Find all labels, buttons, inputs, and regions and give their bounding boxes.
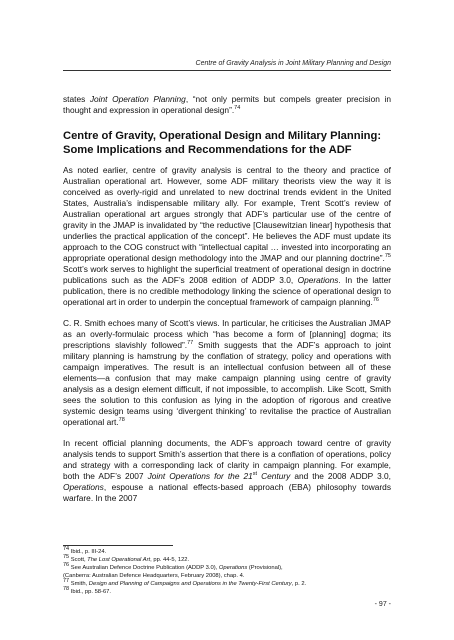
p3-title-2: Century [257, 471, 291, 481]
header-rule [63, 70, 391, 71]
body-text [63, 94, 391, 514]
footnote-text: Scott, [69, 557, 88, 563]
intro-text-2: , “not only permits but compels greater precision in thought and expression in operational design”. [63, 94, 391, 115]
p1-text-1: As noted earlier, centre of gravity analysis is central to the theory and practice of Australian operational art. However, some ADF military theorists view the way it is conceived as overly-rigid and unrelated to new doctrinal trends evident in the United States, Australia’s indispensable military ally. For example, Trent Scott’s review of Australian operational art argues strongly that ADF’s particular use of the centre of gravity in the JMAP is invalidated by “the reductive [Clausewitzian linear] hypothesis that underlies the practical application of the concept”. He believes the ADF must update its approach to the COG construct with “intellectual capital … invested into incorporating an appropriate operational design methodology into the JMAP and our planning doctrine”. [63, 165, 391, 263]
p3-title-3: Operations [63, 482, 104, 492]
p3-text-1: In recent official planning documents, the ADF’s approach toward centre of gravity analysis tends to support Smith’s assertion that there is a conflation of operations, policy and strategy with a corresponding lack of clarity in campaign planning. For example, both the ADF’s 2007 [63, 438, 391, 481]
footnote-text: See Australian Defence Doctrine Publication (ADDP 3.0), [69, 565, 219, 571]
footnote-continuation [63, 572, 393, 580]
footnote-number: 75 [63, 554, 70, 561]
footnote-text: , p. 2. [291, 581, 307, 587]
footnote-title: Design and Planning of Campaigns and Operations in the Twenty-First Century [88, 581, 292, 587]
paragraph-1 [63, 165, 391, 308]
footnote [63, 556, 393, 564]
intro-text: states [63, 94, 90, 104]
footnote [63, 580, 393, 588]
footnote-ref-75[interactable]: 75 [384, 253, 391, 260]
footnote-text: (Canberra: Australian Defence Headquarters, February 2008), chap. 4. [63, 573, 245, 579]
intro-title: Joint Operation Planning [89, 94, 186, 104]
p3-text-2: and the 2008 ADDP 3.0, [290, 471, 391, 481]
p3-title-sup: st [252, 471, 258, 478]
footnote-title: Operations [218, 565, 248, 571]
footnote-title: The Lost Operational Art [87, 557, 151, 563]
footnote-ref-77[interactable]: 77 [187, 340, 194, 347]
p1-text-3: . In the latter publication, there is no credible methodology linking the science of operational design to operational art in order to underpin the conceptual framework of campaign planning. [63, 275, 391, 307]
running-header: Centre of Gravity Analysis in Joint Military Planning and Design [195, 60, 391, 67]
p3-title: Joint Operations for the 21 [147, 471, 253, 481]
p3-text-3: , espouse a national effects-based approach (EBA) philosophy towards warfare. In the 2007 [63, 482, 391, 503]
footnote [63, 588, 393, 596]
footnote [63, 548, 393, 556]
footnote-text: (Provisional), [247, 565, 283, 571]
footnote-ref-78[interactable]: 78 [118, 417, 125, 424]
p1-text-2: Scott’s work serves to highlight the superficial treatment of operational design in doctrine publications such as the ADF’s 2008 edition of ADDP 3.0, [63, 264, 391, 285]
paragraph-3 [63, 438, 391, 504]
intro-paragraph [63, 94, 391, 116]
p1-title: Operations [297, 275, 339, 285]
footnote-text: , pp. 44-5, 122. [150, 557, 190, 563]
page-number: - 97 - [374, 601, 391, 608]
footnote-ref-74[interactable]: 74 [234, 105, 241, 112]
footnote-rule [63, 545, 173, 546]
p2-text-2: Smith suggests that the ADF’s approach to joint military planning is hamstrung by the conflation of strategy, policy and operations with campaign imperatives. The result is an intellectual confusion between all of these elements—a confusion that may make campaign planning using centre of gravity analysis as a design element difficult, if not impossible, to accomplish. Like Scott, Smith sees the solution to this confusion as lying in the adoption of rigorous and creative systemic design teams using ‘divergent thinking’ to revitalise the practice of Australian operational art. [63, 340, 391, 427]
footnote-text: Smith, [69, 581, 89, 587]
footnote-number: 77 [63, 578, 70, 585]
p2-text-1: C. R. Smith echoes many of Scott’s views. In particular, he criticises the Australian JMAP as an overly-formulaic process which “has become a form of [planning] dogma; its prescriptions slavishly followed”. [63, 318, 391, 350]
footnote [63, 564, 393, 572]
footnotes [63, 548, 393, 596]
footnote-ref-76[interactable]: 76 [372, 297, 379, 304]
footnote-number: 76 [63, 562, 70, 569]
footnote-number: 78 [63, 586, 70, 593]
footnote-text: Ibid., p. III-24. [69, 549, 107, 555]
paragraph-2 [63, 318, 391, 428]
section-heading: Centre of Gravity, Operational Design and Military Planning: Some Implications and Recommendations for the ADF [63, 130, 382, 156]
footnote-text: Ibid., pp. 58-67. [69, 589, 112, 595]
footnote-number: 74 [63, 546, 70, 553]
